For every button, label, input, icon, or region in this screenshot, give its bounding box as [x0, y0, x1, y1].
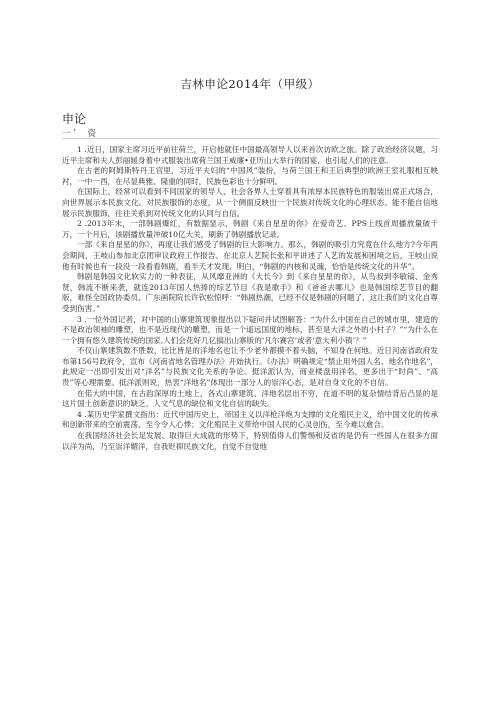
paragraph: 在国际上，经常可以看到不同国家的领导人、社会各界人士穿着具有浓厚本民族特色的服装出席正式场合，向世界展示本民族文化。对民族服饰的态度，从一个侧面反映出一个民族对传统文化的心理状态。能不能自信地展示民族服饰，往往关系到对传统文化的认同与自信。	[62, 187, 438, 218]
paragraph: 在我国经济社会长足发展、取得巨大成就的形势下，特别值得人们警惕和反省的是仍有一些国人在很多方面以洋为尚，乃至崇洋媚洋，自我贬抑民族文化，自觉不自觉地	[62, 431, 438, 451]
paragraph: 1 .近日，国家主席习近平前往荷兰，开启他就任中国最高领导人以来首次访欧之旅。除了政治经济议题，习近平主席和夫人彭丽媛身着中式服装出席荷兰国王威廉•亚历山大举行的国宴，也引起人们的注意。	[62, 145, 438, 165]
paragraph: 3 .一位外国记者，对中国的山寨建筑现象提出以下疑问并试图解答：“为什么中国在自己的城市里，建造的不是政治领袖的雕塑，也不是近现代的雕塑，而是一个遥远国度的地标，甚至是大洋之外的小村子？”“为什么在一个拥有悠久建筑传统的国家,人们会花好几亿搞出山寨版的‘凡尔赛宫’或者‘意大利小镇’？”	[62, 314, 438, 345]
paragraph: 一部《来自星星的你》，再度让我们感受了韩剧的巨大影响力。那么，韩剧的吸引力究竟在什么地方?今年两会期间，王岐山参加北京团审议政府工作报告。在北京人艺院长张和平讲述了人艺的发展和困境之后，王岐山说他有时候也有一段没一段看看韩剧，看半天才发现、明白，“韩剧的内核和灵魂，恰恰是传统文化的升华”。	[62, 240, 438, 271]
paragraph: 2 .2013年末，一部韩剧爆红，有数据显示，韩剧《来自星星的你》在爱奇艺、PPS上线首周播放量破千万，一个月后，该剧播放量冲破10亿大关，刷新了韩剧播放记录。	[62, 219, 438, 239]
paragraph: 在古老的阿姆斯特丹王宫里，习近平夫妇的“中国风”装扮，与荷兰国王和王后典型的欧洲王室礼服相互映衬，一中一西，在尽显典雅、隆重的同时，民族色彩也十分鲜明。	[62, 166, 438, 186]
paragraph: 在偌大的中国，在古韵深厚的土地上，各式山寨建筑、洋地名层出不穷，在道不明的复杂情结背后凸显的是这片国土创新意识的缺乏、人文气息的缺位和文化自信的缺失。	[62, 388, 438, 409]
paragraph: 不仅山寨建筑数不胜数，比比皆是的洋地名也让不少老外都摸不着头脑，不知身在何地。近日河南省政府发布第156号政府令，宣布《河南省地名管理办法》开始执行。《办法》明确规定“禁止用外国人名、地名作地名”，此规定一出即引发出对“洋名”与民族文化关系的争论。挺洋派认为，商业楼盘用洋名，更多出于“时尚”、“高贵”等心理需要。抵洋派则说，热衷“洋地名”体现出一部分人的崇洋心态，是对自身文化的不自信。	[62, 346, 438, 388]
document-body	[62, 145, 438, 452]
document-title: 吉林申论2014年（甲级）	[180, 77, 320, 91]
material-label: 一＇ 资	[62, 129, 97, 139]
paragraph: 韩剧是韩国文化软实力的一种表征，从风靡亚洲的《大长今》到《来自星星的你》，从鸟叔到李敏镐、金秀贤，韩流不断来袭，就连2013年国人热捧的综艺节目《我是歌手》和《爸爸去哪儿》也是韩国综艺节目的翻版，难怪全国政协委员、广东画院院长许钦松惊呼：“韩剧热潮，已经不仅是韩剧的问题了，这让我们的文化自尊受到伤害。”	[62, 272, 438, 313]
section-divider	[62, 138, 438, 139]
section-heading: 申论	[62, 112, 87, 126]
paragraph: 4 .某历史学家撰文指出：近代中国历史上，帝国主义以洋枪洋炮为支撑的文化殖民主义，给中国文化的传承和创新带来的空前震荡，至今令人心悸；文化殖民主义带给中国人民的心灵创伤，至今难以愈合。	[62, 409, 438, 430]
